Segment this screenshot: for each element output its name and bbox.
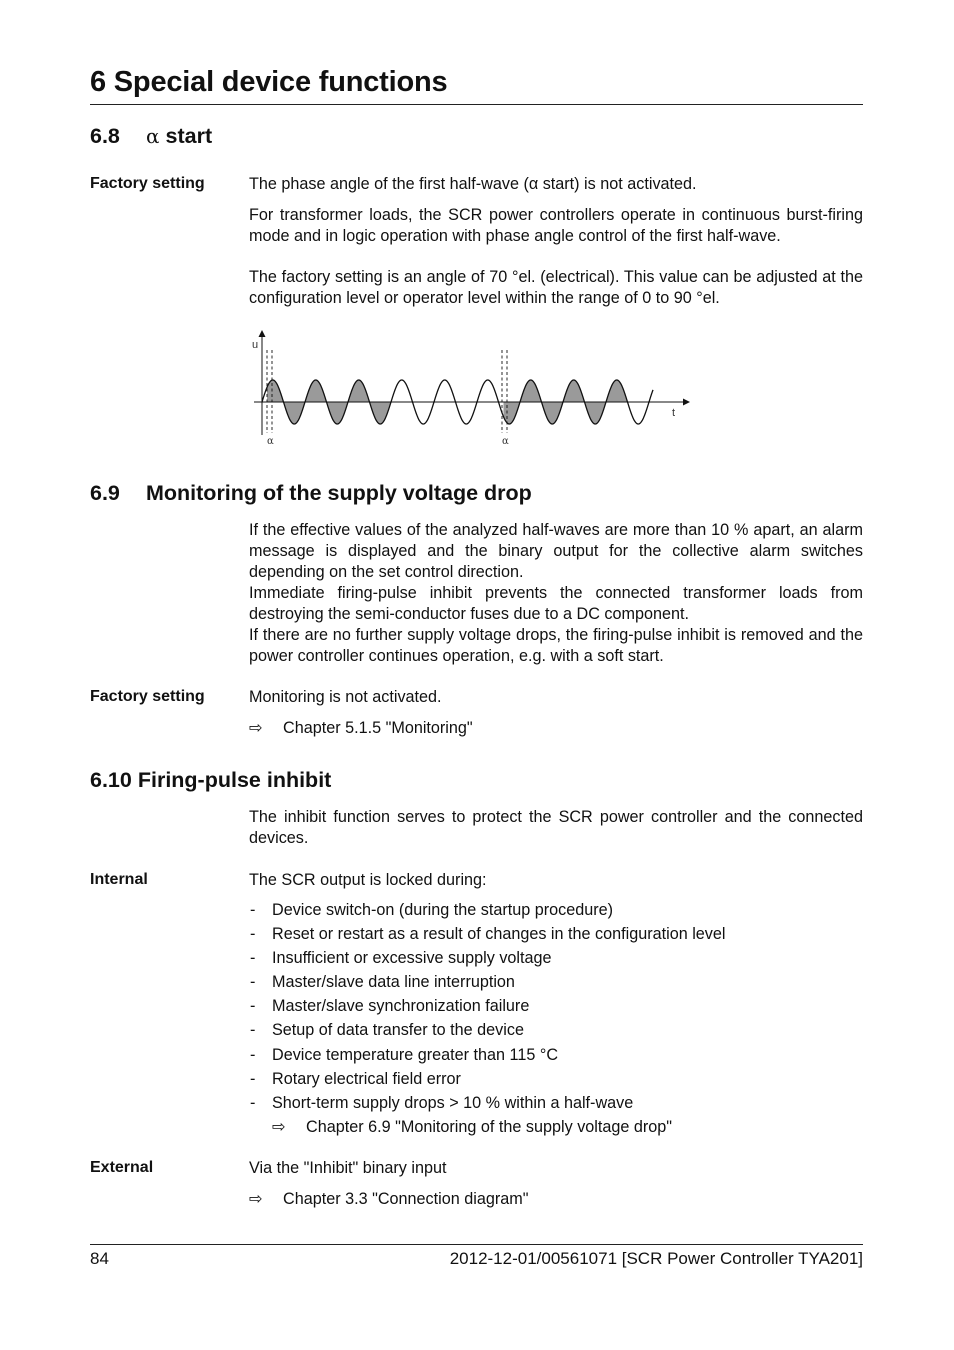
external-label: External — [90, 1159, 154, 1176]
factory-setting-label: Factory setting — [90, 688, 205, 705]
section-heading-inhibit — [90, 768, 331, 793]
reference-arrow-icon: ⇨ — [249, 1190, 263, 1208]
supply-drop-factory-value: Monitoring is not activated. — [249, 688, 442, 706]
reference-text: Chapter 6.9 "Monitoring of the supply voltage drop" — [306, 1118, 673, 1136]
section-number: 6.9 — [90, 481, 120, 505]
bullet-dash: - — [250, 1093, 256, 1112]
section-heading-alpha-start — [90, 124, 212, 149]
alpha-symbol: α — [146, 124, 160, 148]
list-item — [249, 970, 726, 994]
chapter-reference[interactable] — [249, 718, 473, 738]
section-title: start — [165, 124, 213, 148]
bullet-dash: - — [250, 973, 256, 992]
reference-arrow-icon: ⇨ — [272, 1118, 286, 1136]
list-item-text: Insufficient or excessive supply voltage — [272, 949, 552, 968]
list-item — [249, 1091, 726, 1115]
section-heading-supply-drop — [90, 481, 532, 506]
list-item — [249, 922, 726, 946]
list-item-text: Device temperature greater than 115 °C — [272, 1045, 559, 1064]
list-item-text: Rotary electrical field error — [272, 1069, 461, 1088]
supply-drop-paragraph-3: If there are no further supply voltage drops, the firing-pulse inhibit is removed and the power controller continues operation, e.g. with a soft start. — [249, 626, 863, 665]
reference-text: Chapter 3.3 "Connection diagram" — [283, 1190, 529, 1208]
reference-text: Chapter 5.1.5 "Monitoring" — [283, 719, 473, 737]
internal-lock-list — [249, 898, 726, 1115]
list-item — [249, 946, 726, 970]
list-item-text: Master/slave synchronization failure — [272, 997, 530, 1016]
bullet-dash: - — [250, 1069, 256, 1088]
bullet-dash: - — [250, 925, 256, 944]
alpha-paragraph-burst: For transformer loads, the SCR power controllers operate in continuous burst-firing mode and in logic operation with phase angle control of the first half-wave. — [249, 206, 863, 245]
bullet-dash: - — [250, 1021, 256, 1040]
list-item — [249, 1018, 726, 1042]
supply-drop-paragraph-2: Immediate firing-pulse inhibit prevents the connected transformer loads from destroying the semi-conductor fuses due to a DC component. — [249, 584, 863, 623]
list-item-text: Setup of data transfer to the device — [272, 1021, 524, 1040]
chapter-title: 6 Special device functions — [90, 66, 448, 98]
list-item — [249, 994, 726, 1018]
bullet-dash: - — [250, 1045, 256, 1064]
alpha-factory-text: The phase angle of the first half-wave (α start) is not activated. — [249, 175, 697, 193]
alpha-label-2: α — [502, 436, 509, 447]
list-item-text: Master/slave data line interruption — [272, 973, 515, 992]
u-axis-arrow — [259, 330, 266, 337]
external-text: Via the "Inhibit" binary input — [249, 1159, 447, 1177]
bullet-dash: - — [250, 949, 256, 968]
alpha-start-waveform-figure — [248, 325, 698, 450]
footer-rule — [90, 1244, 863, 1245]
list-item — [249, 1043, 726, 1067]
chapter-reference[interactable] — [272, 1117, 672, 1137]
section-title: Monitoring of the supply voltage drop — [146, 481, 532, 505]
supply-drop-paragraph-1: If the effective values of the analyzed half-waves are more than 10 % apart, an alarm message is displayed and the binary output for the collective alarm switches depending on the set control direction. — [249, 521, 863, 581]
chapter-reference[interactable] — [249, 1189, 528, 1209]
u-axis-label: u — [252, 339, 259, 351]
internal-label: Internal — [90, 871, 148, 888]
page-number: 84 — [90, 1249, 109, 1268]
alpha-label-1: α — [267, 436, 274, 447]
internal-intro: The SCR output is locked during: — [249, 871, 487, 889]
document-info: 2012-12-01/00561071 [SCR Power Controller TYA201] — [449, 1249, 863, 1268]
bullet-dash: - — [250, 997, 256, 1016]
bullet-dash: - — [250, 901, 256, 919]
alpha-paragraph-setting: The factory setting is an angle of 70 °el. (electrical). This value can be adjusted at the configuration level or operator level within the range of 0 to 90 °el. — [249, 268, 863, 307]
section-number: 6.8 — [90, 124, 120, 148]
factory-setting-label: Factory setting — [90, 175, 205, 192]
list-item — [249, 898, 726, 922]
section-number: 6.10 — [90, 768, 132, 792]
reference-arrow-icon: ⇨ — [249, 719, 263, 737]
t-axis-arrow — [683, 399, 690, 406]
list-item-text: Device switch-on (during the startup procedure) — [272, 901, 613, 919]
inhibit-intro: The inhibit function serves to protect the SCR power controller and the connected devices. — [249, 808, 863, 847]
list-item — [249, 1067, 726, 1091]
section-title: Firing-pulse inhibit — [137, 768, 332, 792]
list-item-text: Reset or restart as a result of changes in the configuration level — [272, 925, 726, 944]
t-axis-label: t — [672, 407, 676, 419]
list-item-text: Short-term supply drops > 10 % within a half-wave — [272, 1093, 634, 1112]
header-rule — [90, 104, 863, 105]
